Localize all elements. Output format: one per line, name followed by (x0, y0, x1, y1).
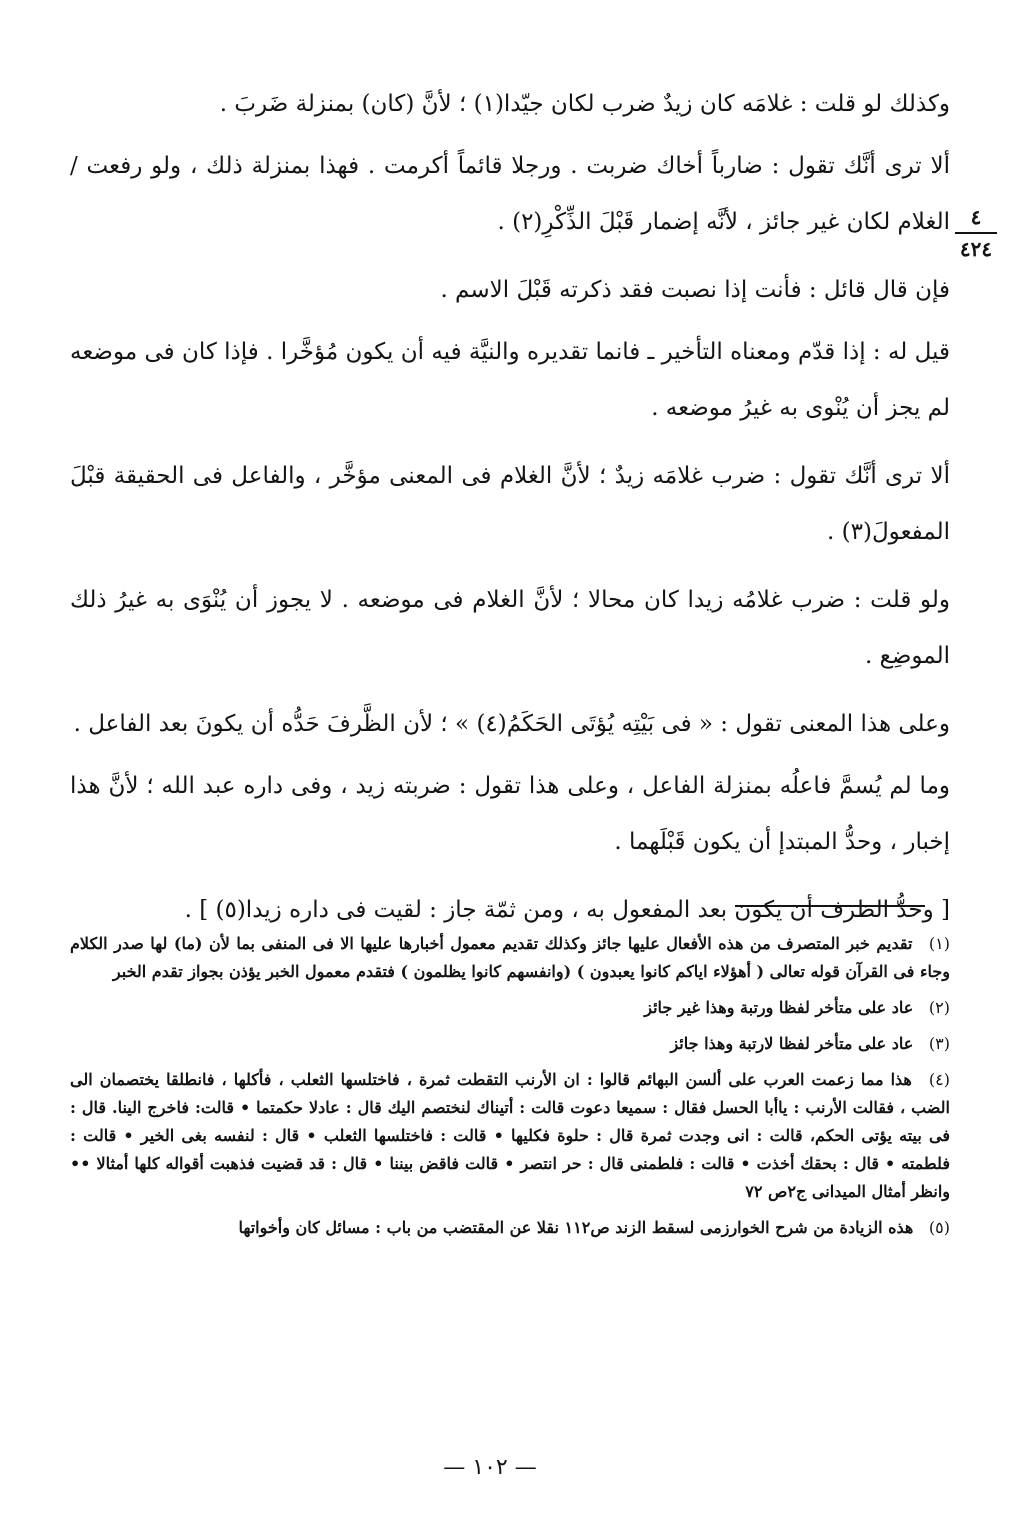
footnote-number: (١) (928, 934, 951, 953)
footnote-text: عاد على متأخر لفظا لارتبة وهذا جائز (670, 1034, 914, 1053)
paragraph: ألا ترى أنَّك تقول : ضرب غلامَه زيدٌ ؛ لأنَّ الغلام فى المعنى مؤخَّر ، والفاعل فى الحقيقة قبْلَ المفعولَ(٣) . (70, 463, 950, 545)
margin-volume-number: ٤ (970, 205, 982, 229)
paragraph: [ وحدُّ الظرف أن يكون بعد المفعول به ، ومن ثمّة جاز : لقيت فى داره زيدا(٥) ] . (184, 897, 950, 923)
paragraph: فإن قال قائل : فأنت إذا نصبت فقد ذكرته قَبْلَ الاسم . (440, 277, 950, 303)
paragraph: وعلى هذا المعنى تقول : « فى بَيْتِه يُؤتَى الحَكَمُ(٤) » ؛ لأن الظَّرفَ حَدُّه أن يكونَ بعد الفاعل . (73, 711, 950, 737)
footnote (70, 1030, 950, 1058)
page-number: — ١٠٢ — (443, 1455, 537, 1480)
footnote (70, 1066, 950, 1206)
paragraph: وما لم يُسمَّ فاعلُه بمنزلة الفاعل ، وعلى هذا تقول : ضربته زيد ، وفى داره عبد الله ؛ لأنَّ هذا إخبار ، وحدُّ المبتدإ أن يكون قَبْلَهما . (70, 773, 950, 855)
footnote-text: عاد على متأخر لفظا ورتبة وهذا غير جائز (644, 998, 914, 1017)
footnote-text: تقديم خبر المتصرف من هذه الأفعال عليها جائز وكذلك تقديم معمول أخبارها عليها الا فى المنفى بما لأن (ما) لها صدر الكلام وجاء فى القرآن قوله تعالى ( أهؤلاء اياكم كانوا يعبدون ) (وانفسهم كانوا يظلمون ) فتقدم معمول الخبر يؤذن بجواز تقدم الخبر (70, 934, 950, 981)
footnote (70, 1214, 950, 1242)
footnote-separator (735, 905, 925, 907)
paragraph: وكذلك لو قلت : غلامَه كان زيدٌ ضرب لكان جيّدا(١) ؛ لأنَّ (كان) بمنزلة ضَربَ . (219, 91, 950, 117)
footnote-number: (٤) (928, 1070, 951, 1089)
margin-page-reference (952, 205, 1000, 261)
main-text (70, 76, 950, 950)
paragraph: ولو قلت : ضرب غلامُه زيدا كان محالا ؛ لأنَّ الغلام فى موضعه . لا يجوز أن يُنْوَى به غيرُ ذلك الموضِع . (70, 587, 950, 669)
footnote-number: (٢) (928, 998, 950, 1017)
footnote-text: هذا مما زعمت العرب على ألسن البهائم قالوا : ان الأرنب التقطت ثمرة ، فاختلسها الثعلب ، فأكلها ، فانطلقا يختصمان الى الضب ، فقالت الأرنب : ياأبا الحسل فقال : سميعا دعوت قالت : أتيناك لنختصم اليك قال : عادلا حكمتما • قالت: فاخرج الينا. قال : فى بيته يؤتى الحكم، قالت : انى وجدت ثمرة قال : حلوة فكليها • قالت : فاختلسها الثعلب • قال : لنفسه بغى الخير • قالت : فلطمته • قال : بحقك أخذت • قالت : فلطمنى قال : حر انتصر • قالت فاقض بيننا • قال : قد قضيت فذهبت أقواله كلها أمثالا •• وانظر أمثال الميدانى ج٢ص ٧٢ (70, 1070, 951, 1201)
paragraph: قيل له : إذا قدّم ومعناه التأخير ـ فانما تقديره والنيَّة فيه أن يكون مُؤخَّرا . فإذا كان فى موضعه لم يجز أن يُنْوى به غيرُ موضعه . (70, 339, 950, 421)
footnote-number: (٥) (928, 1218, 950, 1237)
footnote-text: هذه الزيادة من شرح الخوارزمى لسقط الزند ص١١٢ نقلا عن المقتضب من باب : مسائل كان وأخواتها (238, 1218, 914, 1237)
margin-divider-line (955, 232, 997, 234)
footnotes (70, 930, 950, 1250)
footnote-number: (٣) (928, 1034, 950, 1053)
footnote (70, 994, 950, 1022)
margin-page-number: ٤٢٤ (959, 237, 993, 261)
paragraph: ألا ترى أنَّك تقول : ضارباً أخاك ضربت . ورجلا قائماً أكرمت . فهذا بمنزلة ذلك ، ولو رفعت / الغلام لكان غير جائز ، لأنَّه إضمار قَبْلَ الذِّكْرِ(٢) . (70, 153, 950, 235)
footnote (70, 930, 950, 986)
